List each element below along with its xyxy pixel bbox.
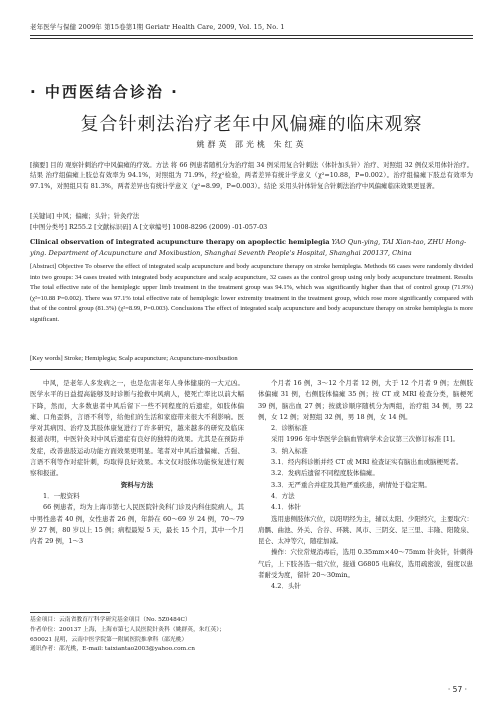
body-points-paragraph: 选用患侧肢体穴位，以阳明经为主，辅以太阳、少阳经穴，主要取穴：肩髃、曲池、外关、合谷、环跳、风市、三阴交、足三里、丰隆、阳陵泉、昆仑、太冲等穴，随症加减。 [258,514,473,546]
article-title: 复合针刺法治疗老年中风偏瘫的临床观察 [80,114,423,135]
english-title: Clinical observation of integrated acupuncture therapy on apoplectic hemiplegia [30,238,330,246]
subheading-general: 1．一般资料 [43,491,80,500]
footnote-contact: 通讯作者：邵光桃，E-mail: taixiantao2003@yahoo.com.cn [30,646,195,653]
subheading-criteria: 2．诊断标准 [271,424,308,433]
header-rule-2 [30,38,473,39]
general-paragraph: 66 例患者，均为上海市第七人民医院针灸科门诊及内科住院病人，其中男性患者 40 例，女性患者 26 例，年龄在 60～69 岁 24 例，70～79 岁 27 例，80 岁以上 15 例；病程最短 5 天，最长 15 个月，其中一个月内者 29 例，1～3 [30,503,244,546]
footnote-fund: 基金项目：云南省教育厅科学研究基金项目（No. 5Z0484C） [30,617,191,623]
right-column [258,378,473,593]
inclusion-2: 3.2．发病后遗留不同程度肢体偏瘫。 [271,469,379,478]
keywords-cn: [关键词] 中风；偏瘫；头针；针灸疗法 [30,212,140,220]
section-heading: · 中西医结合诊治 · [30,83,179,101]
abstract-en: [Abstract] Objective To observe the effect of integrated scalp acupuncture and body acupuncture therapy on stroke hemiplegia. Methods 66 cases were randomly divided into two groups: 34 cases treated with integrated body acupuncture and scalp acupuncture, 32 cases as the control group using only body acupuncture treatment. Results The total effective rate of the hemiplegic upper limb treatment in the treatment group was 94.1%, which was significantly higher than that of control group (71.9%) (χ²=10.88 P=0.002). There was 97.1% total effective rate of hemiplegic lower extremity treatment in the treatment group, which rose more significantly compared with that of the control group (81.3%) (χ²=8.99, P=0.003). Conclusions The effect of integrated scalp acupuncture and body acupuncture therapy on stroke hemiplegia is more significant. [30,263,473,323]
general-continued: 个月者 16 例，3～12 个月者 12 例，大于 12 个月者 9 例；左侧肢体偏瘫 31 例，右侧肢体偏瘫 35 例；按 CT 或 MRI 检查分类，脑梗死 39 例，脑出血 27 例；按就诊顺序随机分为两组，治疗组 34 例，男 22 例，女 12 例；对照组 32 例，男 18 例，女 14 例。 [258,379,473,421]
subheading-body-acupuncture: 4.1．体针 [271,503,301,512]
subheading-inclusion: 3．纳入标准 [271,446,308,455]
left-column [30,378,244,547]
subheading-methods: 4．方法 [271,491,295,500]
english-title-block [30,237,473,259]
header-rule [30,35,473,36]
inclusion-3: 3.3．无严重合并症及其他严重疾患，病情处于稳定期。 [271,480,431,489]
english-authors: YAO Qun-ying, TAI Xian-tao, ZHU Hong-ying. Department of Acupuncture and Moxibustion, Shanghai Seventh People's Hospital, Shanghai 200137, China [30,238,467,257]
journal-header: 老年医学与保健 2009年 第15卷第1期 Geriatr Health Care, 2009, Vol. 15, No. 1 [30,23,285,31]
article-authors: 姚群英 邵光桃 朱红英 [196,140,307,149]
operation-paragraph: 操作：穴位常规消毒后，选用 0.35mm×40～75mm 针灸针，针刺得气后，上下肢各选一组穴位，接通 G6805 电麻仪，选用疏密波，强度以患者耐受为度，留针 20～30min。 [258,548,473,580]
footnote [30,616,244,655]
abstract-rule [30,369,473,370]
footnote-author-unit: 作者单位：200137 上海，上海市第七人民医院针灸科（姚群英，朱红英）；650021 昆明，云南中医学院第一附属医院推拿科（邵光桃） [30,626,225,643]
footnote-rule [30,612,110,613]
page-number: · 57 · [447,685,467,694]
criteria-paragraph: 采用 1996 年中华医学会脑血管病学术会议第三次修订标准 [1]。 [271,435,459,444]
intro-paragraph: 中风，是老年人多发病之一，也是危害老年人身体健康的一大元凶。医学水平的日益提高能够及时诊断与抢救中风病人，使死亡率比以前大幅下降，然而，大多数患者中风后留下一些不同程度的后遗症，如肢体偏瘫、口角歪斜，言语不利等，给他们的生活和家庭带来很大不利影响。医学对其病因、治疗及其肢体康复进行了许多研究，越来越多的研究及临床报道表明，中医针灸对中风后遗症有良好的独特的效果。尤其是在预防并发症，改善患肢运动功能方面效果更明显。笔者对中风后遗偏瘫、舌强、言语不利等作对症针刺，均取得良好效果。本文仅对肢体功能恢复进行观察和报道。 [30,379,244,478]
classification-cn: [中图分类号] R255.2 [文献标识码] A [文章编号] 1008-8296 (2009) -01-057-03 [30,223,268,231]
inclusion-1: 3.1．经内科诊断并经 CT 或 MRI 检查证实有脑出血或脑梗死者。 [271,458,463,467]
methods-heading: 资料与方法 [120,480,154,489]
abstract-cn: [摘要] 目的 观察针刺治疗中风偏瘫的疗效。方法 将 66 例患者随机分为治疗组 34 例采用复合针刺法（体针加头针）治疗、对照组 32 例仅采用体针治疗。结果 治疗组偏瘫上肢总有效率为 94.1%，对照组为 71.9%，经χ²检验，两者差异有统计学意义（χ²=10.88，P=0.002）。治疗组偏瘫下肢总有效率为 97.1%，对照组只有 81.3%，两者差异也有统计学意义（χ²=8.99，P=0.003）。结论 采用头针体针复合针刺法治疗中风偏瘫临床效果更显著。 [30,161,473,190]
keywords-en: [Key words] Stroke; Hemiplegia; Scalp acupuncture; Acupuncture-moxibustion [30,355,238,362]
subheading-scalp-acupuncture: 4.2．头针 [271,582,301,591]
